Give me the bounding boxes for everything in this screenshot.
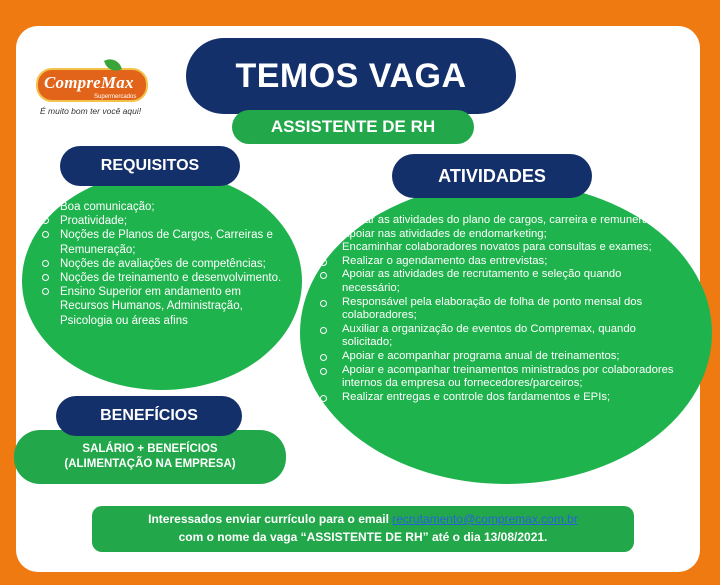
- email-link[interactable]: recrutamento@compremax.com.br: [392, 512, 578, 526]
- beneficios-header: [56, 396, 242, 436]
- beneficios-box: [14, 430, 286, 484]
- bullet-icon: [320, 395, 327, 402]
- list-item: Auxiliar a organização de eventos do Compremax, quando solicitado;: [318, 323, 678, 350]
- requisitos-list: [42, 200, 282, 328]
- beneficios-line-1: SALÁRIO + BENEFÍCIOS: [82, 443, 218, 455]
- contact-line-1: [92, 512, 634, 526]
- bullet-icon: [320, 300, 327, 307]
- bullet-icon: [320, 368, 327, 375]
- position-title: ASSISTENTE DE RH: [270, 117, 436, 136]
- position-banner: [232, 110, 474, 144]
- list-item: Apoiar as atividades do plano de cargos, carreira e remuneração;: [318, 214, 678, 228]
- list-item: Responsável pela elaboração de folha de ponto mensal dos colaboradores;: [318, 296, 678, 323]
- bullet-icon: [320, 272, 327, 279]
- list-item: Proatividade;: [42, 214, 282, 228]
- atividades-label: ATIVIDADES: [438, 165, 546, 186]
- list-item: Noções de treinamento e desenvolvimento.: [42, 271, 282, 285]
- list-item: Noções de avaliações de competências;: [42, 257, 282, 271]
- contact-line-2: com o nome da vaga “ASSISTENTE DE RH” até o dia 13/08/2021.: [178, 530, 548, 544]
- list-item: Apoiar nas atividades de endomarketing;: [318, 228, 678, 242]
- list-item: Apoiar e acompanhar treinamentos ministrados por colaboradores internos da empresa ou fornecedores/parceiros;: [318, 364, 678, 391]
- brand-sub: Supermercados: [94, 94, 137, 100]
- bullet-icon: [320, 354, 327, 361]
- bullet-icon: [320, 259, 327, 266]
- brand-name: CompreMax: [44, 73, 134, 92]
- list-item: Apoiar e acompanhar programa anual de treinamentos;: [318, 350, 678, 364]
- requisitos-label: REQUISITOS: [100, 157, 200, 174]
- bullet-icon: [320, 245, 327, 252]
- list-item: Encaminhar colaboradores novatos para consultas e exames;: [318, 241, 678, 255]
- bullet-icon: [42, 274, 49, 281]
- bullet-icon: [42, 260, 49, 267]
- list-item: Realizar entregas e controle dos fardamentos e EPIs;: [318, 391, 678, 405]
- atividades-list: [318, 214, 678, 404]
- list-item: Ensino Superior em andamento em Recursos Humanos, Administração, Psicologia ou áreas afins: [42, 285, 282, 328]
- list-item: Noções de Planos de Cargos, Carreiras e Remuneração;: [42, 228, 282, 256]
- page-title: TEMOS VAGA: [235, 56, 467, 95]
- requisitos-header: [60, 146, 240, 186]
- list-item: Apoiar as atividades de recrutamento e seleção quando necessário;: [318, 268, 678, 295]
- contact-box: [92, 506, 634, 552]
- brand-logo: [36, 58, 148, 118]
- contact-prefix: Interessados enviar currículo para o email: [148, 512, 389, 526]
- list-item: Boa comunicação;: [42, 200, 282, 214]
- bullet-icon: [320, 218, 327, 225]
- beneficios-label: BENEFÍCIOS: [100, 407, 198, 424]
- brand-slogan: É muito bom ter você aqui!: [40, 106, 142, 116]
- bullet-icon: [42, 231, 49, 238]
- beneficios-line-2: (ALIMENTAÇÃO NA EMPRESA): [64, 458, 236, 470]
- bullet-icon: [320, 232, 327, 239]
- bullet-icon: [42, 203, 49, 210]
- bullet-icon: [42, 288, 49, 295]
- list-item: Realizar o agendamento das entrevistas;: [318, 255, 678, 269]
- bullet-icon: [42, 217, 49, 224]
- atividades-header: [392, 154, 592, 198]
- title-banner: [186, 38, 516, 114]
- bullet-icon: [320, 327, 327, 334]
